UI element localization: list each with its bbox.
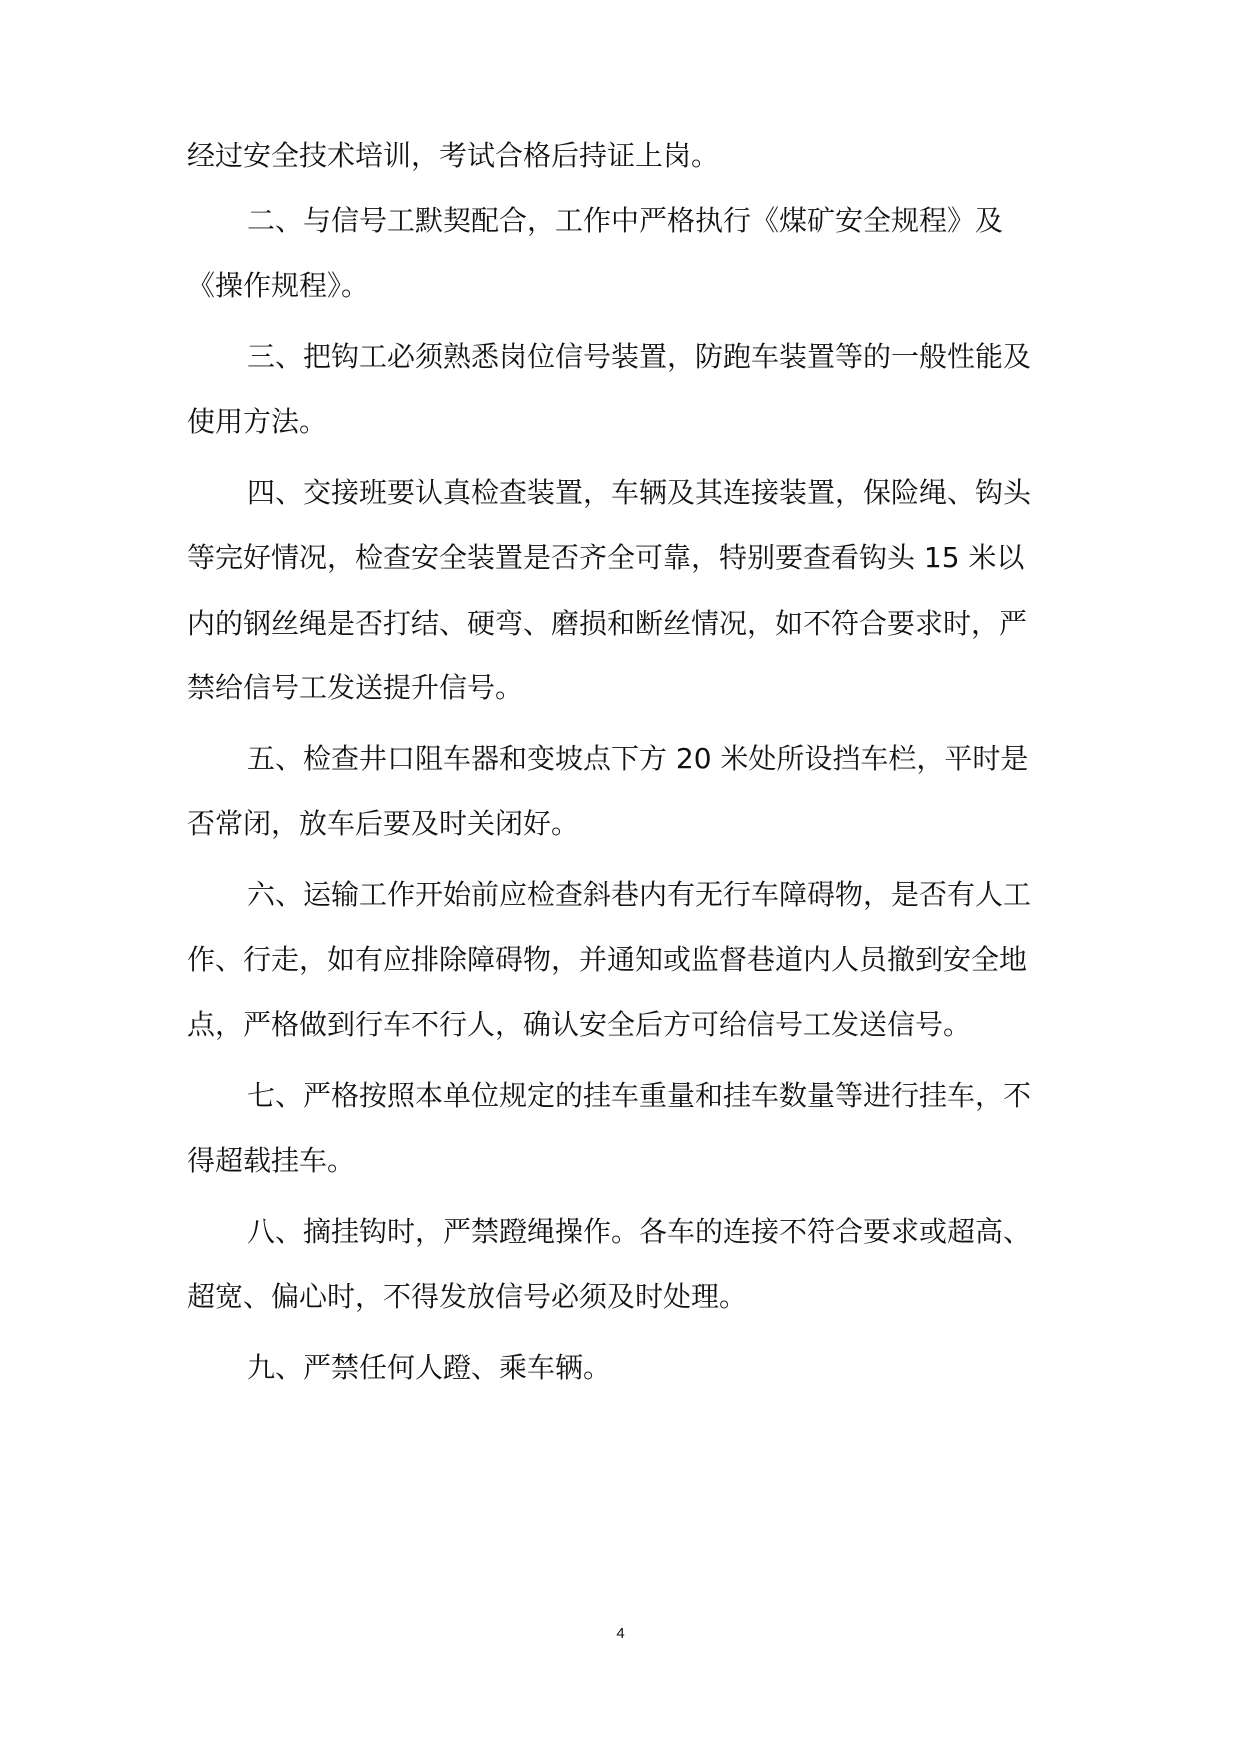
text-line: 三、把钩工必须熟悉岗位信号装置，防跑车装置等的一般性能及 [247,340,1032,373]
text-line: 经过安全技术培训，考试合格后持证上岗。 [187,139,720,172]
text-line: 六、运输工作开始前应检查斜巷内有无行车障碍物，是否有人工 [247,878,1032,911]
text-line: 九、严禁任何人蹬、乘车辆。 [247,1351,612,1384]
text-line: 禁给信号工发送提升信号。 [187,671,524,704]
text-line: 五、检查井口阻车器和变坡点下方 20 米处所设挡车栏，平时是 [247,742,1029,775]
text-line: 四、交接班要认真检查装置，车辆及其连接装置，保险绳、钩头 [247,476,1032,509]
text-line: 七、严格按照本单位规定的挂车重量和挂车数量等进行挂车，不 [247,1079,1032,1112]
text-line: 否常闭，放车后要及时关闭好。 [187,807,580,840]
text-line: 等完好情况，检查安全装置是否齐全可靠，特别要查看钩头 15 米以 [187,541,1025,574]
text-line: 《操作规程》。 [187,269,370,302]
text-line: 使用方法。 [187,405,328,438]
text-line: 超宽、偏心时，不得发放信号必须及时处理。 [187,1280,748,1313]
text-line: 得超载挂车。 [187,1144,356,1177]
page-number: 4 [616,1625,625,1642]
text-line: 点，严格做到行车不行人，确认安全后方可给信号工发送信号。 [187,1008,972,1041]
text-line: 作、行走，如有应排除障碍物，并通知或监督巷道内人员撤到安全地 [187,943,1028,976]
text-line: 八、摘挂钩时，严禁蹬绳操作。各车的连接不符合要求或超高、 [247,1215,1032,1248]
text-line: 内的钢丝绳是否打结、硬弯、磨损和断丝情况，如不符合要求时，严 [187,607,1028,640]
text-line: 二、与信号工默契配合，工作中严格执行《煤矿安全规程》及 [247,204,1004,237]
